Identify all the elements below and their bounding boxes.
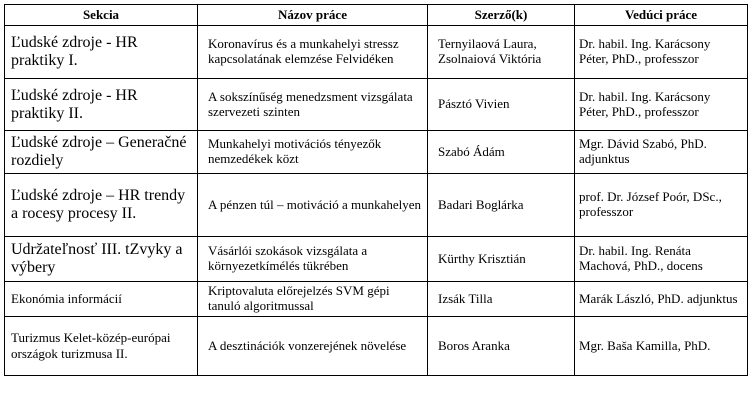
cell-nazov: Vásárlói szokások vizsgálata a környezetkímélés tükrében bbox=[198, 237, 428, 282]
cell-nazov: Munkahelyi motivációs tényezők nemzedékek közt bbox=[198, 131, 428, 174]
cell-sekcia: Ľudské zdroje - HR praktiky I. bbox=[5, 26, 198, 79]
cell-veduci: Dr. habil. Ing. Karácsony Péter, PhD., professzor bbox=[575, 79, 748, 131]
cell-nazov: A pénzen túl – motiváció a munkahelyen bbox=[198, 174, 428, 237]
table-row bbox=[5, 26, 748, 79]
cell-nazov: A desztinációk vonzerejének növelése bbox=[198, 317, 428, 376]
cell-nazov: Koronavírus és a munkahelyi stressz kapcsolatának elemzése Felvidéken bbox=[198, 26, 428, 79]
cell-autor: Izsák Tilla bbox=[428, 282, 575, 317]
cell-sekcia: Udržateľnosť III. tZvyky a výbery bbox=[5, 237, 198, 282]
cell-veduci: Mgr. Baša Kamilla, PhD. bbox=[575, 317, 748, 376]
cell-sekcia: Ľudské zdroje - HR praktiky II. bbox=[5, 79, 198, 131]
cell-autor: Kürthy Krisztián bbox=[428, 237, 575, 282]
table-row bbox=[5, 131, 748, 174]
cell-nazov: Kriptovaluta előrejelzés SVM gépi tanuló algoritmussal bbox=[198, 282, 428, 317]
cell-autor: Boros Aranka bbox=[428, 317, 575, 376]
cell-autor: Szabó Ádám bbox=[428, 131, 575, 174]
cell-veduci: Mgr. Dávid Szabó, PhD. adjunktus bbox=[575, 131, 748, 174]
table-row bbox=[5, 317, 748, 376]
cell-sekcia: Ľudské zdroje – Generačné rozdiely bbox=[5, 131, 198, 174]
table-row bbox=[5, 79, 748, 131]
table-row bbox=[5, 282, 748, 317]
cell-sekcia: Turizmus Kelet-közép-európai országok turizmusa II. bbox=[5, 317, 198, 376]
cell-veduci: Dr. habil. Ing. Karácsony Péter, PhD., professzor bbox=[575, 26, 748, 79]
header-sekcia: Sekcia bbox=[5, 5, 198, 26]
header-row bbox=[5, 5, 748, 26]
cell-veduci: Marák László, PhD. adjunktus bbox=[575, 282, 748, 317]
cell-autor: Pásztó Vivien bbox=[428, 79, 575, 131]
header-veduci: Vedúci práce bbox=[575, 5, 748, 26]
cell-sekcia: Ekonómia informácií bbox=[5, 282, 198, 317]
table-row bbox=[5, 237, 748, 282]
cell-sekcia: Ľudské zdroje – HR trendy a rocesy procesy II. bbox=[5, 174, 198, 237]
cell-veduci: prof. Dr. József Poór, DSc., professzor bbox=[575, 174, 748, 237]
header-nazov: Názov práce bbox=[198, 5, 428, 26]
header-autor: Szerző(k) bbox=[428, 5, 575, 26]
table-row bbox=[5, 174, 748, 237]
sections-table bbox=[4, 4, 748, 376]
cell-veduci: Dr. habil. Ing. Renáta Machová, PhD., docens bbox=[575, 237, 748, 282]
cell-autor: Badari Boglárka bbox=[428, 174, 575, 237]
cell-autor: Ternyilaová Laura, Zsolnaiová Viktória bbox=[428, 26, 575, 79]
cell-nazov: A sokszínűség menedzsment vizsgálata szervezeti szinten bbox=[198, 79, 428, 131]
